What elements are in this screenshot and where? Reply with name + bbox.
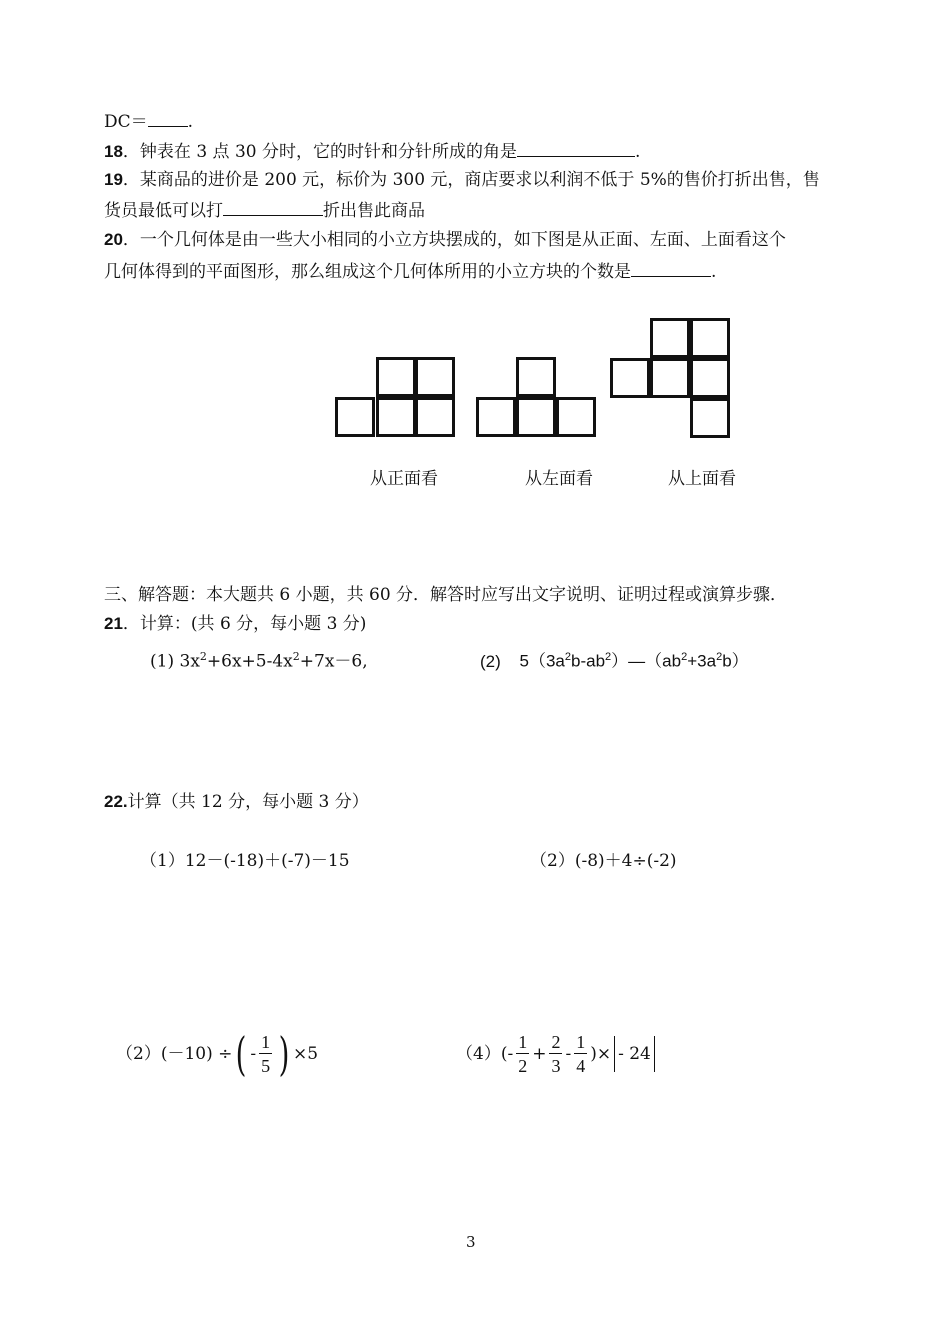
question-21-title	[104, 612, 366, 636]
q21-p2-d: +3a	[687, 651, 717, 671]
q21-p2-exp4: 2	[716, 651, 723, 663]
abs-bar-right	[654, 1036, 655, 1072]
front-cell	[335, 397, 375, 437]
question-22-title	[104, 790, 369, 814]
q22-part2: （2）(-8)＋4÷(-2)	[530, 851, 677, 871]
q21-p1-exp1: 2	[199, 650, 207, 663]
q22-p4-fraction-1	[516, 1031, 529, 1078]
fraction-denominator: 3	[551, 1055, 561, 1076]
q21-p1-exp2: 2	[292, 650, 300, 663]
minus-sign: -	[565, 1044, 572, 1064]
left-cell	[556, 397, 596, 437]
q17-tail	[104, 108, 193, 134]
fraction-numerator: 2	[551, 1031, 561, 1052]
q18-end: .	[634, 142, 641, 162]
q22-p4-fraction-3	[574, 1031, 587, 1078]
q18-answer-blank[interactable]	[517, 138, 635, 157]
q21-p1-label: (1)	[150, 651, 175, 672]
q22-p4-fraction-2	[549, 1031, 562, 1078]
q19-answer-blank[interactable]	[223, 197, 323, 216]
q22-p3-minus: -	[250, 1044, 257, 1064]
top-cell	[650, 318, 690, 358]
question-18	[104, 138, 640, 164]
fraction-denominator: 5	[261, 1055, 271, 1076]
q20-end: .	[711, 262, 717, 282]
front-cell	[415, 357, 455, 397]
q19-text-1: ．某商品的进价是 200 元，标价为 300 元，商店要求以利润不低于 5%的售价打折出售，售	[122, 170, 820, 190]
left-cell	[476, 397, 516, 437]
fraction-denominator: 4	[576, 1055, 586, 1076]
q22-part3	[116, 1027, 319, 1081]
q22-p3-fraction	[259, 1031, 272, 1078]
q21-p2-exp3: 2	[681, 651, 688, 663]
q21-p2-label: (2)	[480, 651, 501, 671]
q22-p3-tail: ×5	[293, 1044, 319, 1064]
front-cell	[376, 397, 416, 437]
q21-p2-b: b-ab	[571, 651, 606, 671]
q19-number: 19	[104, 170, 123, 189]
q22-p4-abs-value: - 24	[618, 1044, 651, 1064]
q21-title-text: ．计算：(共 6 分，每小题 3 分)	[122, 614, 367, 634]
plus-sign: +	[532, 1044, 547, 1064]
left-view-label: 从左面看	[525, 469, 593, 489]
q21-p2-exp1: 2	[564, 651, 572, 663]
q21-p2-c: ）—（ab	[611, 651, 682, 671]
q20-answer-blank[interactable]	[631, 258, 711, 277]
front-cell	[376, 357, 416, 397]
q22-part4	[456, 1030, 658, 1078]
fraction-numerator: 1	[518, 1031, 528, 1052]
q21-number: 21	[104, 614, 123, 633]
q22-p4-close: )×	[590, 1044, 612, 1064]
q19-text-2a: 货员最低可以打	[104, 201, 223, 221]
left-cell	[516, 397, 556, 437]
question-20-line2	[104, 258, 716, 284]
q20-number: 20	[104, 230, 123, 249]
q22-title-text: 计算（共 12 分，每小题 3 分）	[127, 792, 369, 812]
question-20-line1	[104, 228, 786, 252]
fraction-denominator: 2	[518, 1055, 528, 1076]
q22-p4-label: （4）(-	[456, 1044, 514, 1064]
question-19-line1	[104, 168, 820, 192]
q17-end: .	[187, 112, 194, 132]
page-number: 3	[466, 1233, 476, 1251]
top-cell	[650, 358, 690, 398]
top-cell	[690, 398, 730, 438]
q22-part1: （1）12－(-18)＋(-7)－15	[140, 851, 350, 871]
q21-p2-e: b）	[722, 651, 749, 671]
q21-part2	[480, 645, 749, 674]
section-3-heading: 三、解答题：本大题共 6 小题，共 60 分．解答时应写出文字说明、证明过程或演算步骤．	[104, 585, 788, 605]
q21-p2-exp2: 2	[605, 651, 612, 663]
right-paren: )	[278, 1027, 290, 1081]
q22-p3-label: （2）(－10) ÷	[116, 1044, 233, 1064]
q21-p1-b: +6x+5-4x	[206, 651, 293, 672]
question-19-line2	[104, 197, 425, 223]
top-cell	[610, 358, 650, 398]
q18-number: 18	[104, 142, 123, 161]
front-cell	[415, 397, 455, 437]
left-cell	[516, 357, 556, 397]
fraction-numerator: 1	[261, 1031, 271, 1052]
q21-part1	[150, 645, 368, 674]
q21-p1-a: 3x	[179, 651, 200, 672]
q17-text: DC＝	[104, 112, 148, 132]
left-paren: (	[235, 1027, 247, 1081]
abs-bar-left	[614, 1036, 615, 1072]
q21-p2-a: 5（3a	[519, 651, 565, 671]
q17-answer-blank[interactable]	[148, 108, 188, 127]
q18-text: ．钟表在 3 点 30 分时，它的时针和分针所成的角是	[122, 142, 517, 162]
front-view-label: 从正面看	[370, 469, 438, 489]
q21-p1-c: +7x－6,	[299, 651, 368, 672]
top-view-label: 从上面看	[668, 469, 736, 489]
q20-text-1: ．一个几何体是由一些大小相同的小立方块摆成的，如下图是从正面、左面、上面看这个	[122, 230, 786, 250]
q20-text-2: 几何体得到的平面图形，那么组成这个几何体所用的小立方块的个数是	[104, 262, 631, 282]
q19-text-2b: 折出售此商品	[323, 201, 425, 221]
q22-number: 22.	[104, 792, 128, 811]
top-cell	[690, 358, 730, 398]
fraction-numerator: 1	[576, 1031, 586, 1052]
top-cell	[690, 318, 730, 358]
